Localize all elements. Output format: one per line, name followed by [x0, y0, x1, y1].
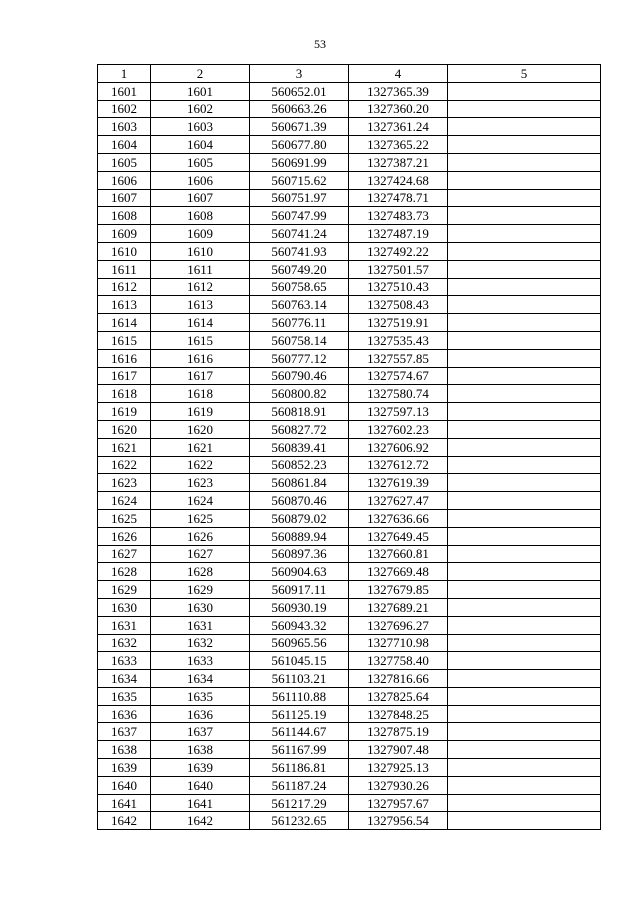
- y-coordinate-cell: 1327689.21: [349, 598, 448, 616]
- point-id-cell: 1633: [151, 652, 250, 670]
- point-number-cell: 1635: [98, 687, 151, 705]
- point-number-cell: 1616: [98, 349, 151, 367]
- point-number-cell: 1641: [98, 794, 151, 812]
- note-cell: [448, 242, 601, 260]
- y-coordinate-cell: 1327848.25: [349, 705, 448, 723]
- table-row: [98, 171, 601, 189]
- y-coordinate-cell: 1327649.45: [349, 527, 448, 545]
- x-coordinate-cell: 560943.32: [250, 616, 349, 634]
- table-row: [98, 634, 601, 652]
- y-coordinate-cell: 1327627.47: [349, 492, 448, 510]
- point-number-cell: 1638: [98, 741, 151, 759]
- note-cell: [448, 349, 601, 367]
- point-id-cell: 1609: [151, 225, 250, 243]
- note-cell: [448, 634, 601, 652]
- point-id-cell: 1640: [151, 776, 250, 794]
- column-header-3: 3: [250, 65, 349, 83]
- y-coordinate-cell: 1327519.91: [349, 314, 448, 332]
- point-number-cell: 1611: [98, 260, 151, 278]
- coordinates-table: [97, 64, 601, 830]
- point-number-cell: 1636: [98, 705, 151, 723]
- point-number-cell: 1621: [98, 438, 151, 456]
- x-coordinate-cell: 560691.99: [250, 153, 349, 171]
- point-number-cell: 1610: [98, 242, 151, 260]
- y-coordinate-cell: 1327483.73: [349, 207, 448, 225]
- y-coordinate-cell: 1327508.43: [349, 296, 448, 314]
- x-coordinate-cell: 560917.11: [250, 581, 349, 599]
- table-row: [98, 794, 601, 812]
- note-cell: [448, 456, 601, 474]
- table-body: [98, 82, 601, 829]
- y-coordinate-cell: 1327679.85: [349, 581, 448, 599]
- point-number-cell: 1612: [98, 278, 151, 296]
- column-header-5: 5: [448, 65, 601, 83]
- note-cell: [448, 225, 601, 243]
- note-cell: [448, 314, 601, 332]
- point-id-cell: 1639: [151, 759, 250, 777]
- point-number-cell: 1617: [98, 367, 151, 385]
- note-cell: [448, 581, 601, 599]
- note-cell: [448, 420, 601, 438]
- y-coordinate-cell: 1327574.67: [349, 367, 448, 385]
- y-coordinate-cell: 1327696.27: [349, 616, 448, 634]
- table-row: [98, 296, 601, 314]
- column-header-4: 4: [349, 65, 448, 83]
- point-id-cell: 1629: [151, 581, 250, 599]
- point-id-cell: 1614: [151, 314, 250, 332]
- table-row: [98, 278, 601, 296]
- point-id-cell: 1621: [151, 438, 250, 456]
- note-cell: [448, 118, 601, 136]
- table-row: [98, 153, 601, 171]
- note-cell: [448, 189, 601, 207]
- point-number-cell: 1614: [98, 314, 151, 332]
- x-coordinate-cell: 560930.19: [250, 598, 349, 616]
- table-row: [98, 420, 601, 438]
- point-id-cell: 1628: [151, 563, 250, 581]
- point-id-cell: 1602: [151, 100, 250, 118]
- y-coordinate-cell: 1327606.92: [349, 438, 448, 456]
- x-coordinate-cell: 560776.11: [250, 314, 349, 332]
- x-coordinate-cell: 561186.81: [250, 759, 349, 777]
- x-coordinate-cell: 560852.23: [250, 456, 349, 474]
- point-number-cell: 1627: [98, 545, 151, 563]
- y-coordinate-cell: 1327956.54: [349, 812, 448, 830]
- point-id-cell: 1612: [151, 278, 250, 296]
- point-number-cell: 1640: [98, 776, 151, 794]
- point-number-cell: 1609: [98, 225, 151, 243]
- point-number-cell: 1608: [98, 207, 151, 225]
- point-number-cell: 1625: [98, 509, 151, 527]
- note-cell: [448, 136, 601, 154]
- x-coordinate-cell: 560839.41: [250, 438, 349, 456]
- point-number-cell: 1622: [98, 456, 151, 474]
- point-id-cell: 1626: [151, 527, 250, 545]
- table-row: [98, 776, 601, 794]
- note-cell: [448, 153, 601, 171]
- table-row: [98, 741, 601, 759]
- table-row: [98, 385, 601, 403]
- point-id-cell: 1603: [151, 118, 250, 136]
- table-row: [98, 492, 601, 510]
- y-coordinate-cell: 1327619.39: [349, 474, 448, 492]
- note-cell: [448, 207, 601, 225]
- point-number-cell: 1637: [98, 723, 151, 741]
- point-number-cell: 1602: [98, 100, 151, 118]
- table-row: [98, 367, 601, 385]
- table-row: [98, 527, 601, 545]
- point-id-cell: 1611: [151, 260, 250, 278]
- table-row: [98, 189, 601, 207]
- point-number-cell: 1629: [98, 581, 151, 599]
- point-number-cell: 1639: [98, 759, 151, 777]
- y-coordinate-cell: 1327492.22: [349, 242, 448, 260]
- x-coordinate-cell: 560904.63: [250, 563, 349, 581]
- y-coordinate-cell: 1327602.23: [349, 420, 448, 438]
- point-id-cell: 1620: [151, 420, 250, 438]
- x-coordinate-cell: 561217.29: [250, 794, 349, 812]
- y-coordinate-cell: 1327875.19: [349, 723, 448, 741]
- note-cell: [448, 171, 601, 189]
- point-id-cell: 1636: [151, 705, 250, 723]
- table-row: [98, 509, 601, 527]
- point-number-cell: 1624: [98, 492, 151, 510]
- x-coordinate-cell: 560870.46: [250, 492, 349, 510]
- table-row: [98, 598, 601, 616]
- y-coordinate-cell: 1327387.21: [349, 153, 448, 171]
- column-header-2: 2: [151, 65, 250, 83]
- table-row: [98, 260, 601, 278]
- x-coordinate-cell: 560715.62: [250, 171, 349, 189]
- note-cell: [448, 82, 601, 100]
- table-row: [98, 670, 601, 688]
- x-coordinate-cell: 560897.36: [250, 545, 349, 563]
- y-coordinate-cell: 1327636.66: [349, 509, 448, 527]
- point-id-cell: 1613: [151, 296, 250, 314]
- point-id-cell: 1610: [151, 242, 250, 260]
- x-coordinate-cell: 560741.93: [250, 242, 349, 260]
- table-row: [98, 314, 601, 332]
- y-coordinate-cell: 1327365.22: [349, 136, 448, 154]
- x-coordinate-cell: 560763.14: [250, 296, 349, 314]
- point-id-cell: 1642: [151, 812, 250, 830]
- point-id-cell: 1605: [151, 153, 250, 171]
- x-coordinate-cell: 560790.46: [250, 367, 349, 385]
- x-coordinate-cell: 560758.65: [250, 278, 349, 296]
- y-coordinate-cell: 1327424.68: [349, 171, 448, 189]
- y-coordinate-cell: 1327580.74: [349, 385, 448, 403]
- y-coordinate-cell: 1327816.66: [349, 670, 448, 688]
- note-cell: [448, 278, 601, 296]
- table-row: [98, 563, 601, 581]
- table-row: [98, 705, 601, 723]
- note-cell: [448, 527, 601, 545]
- point-number-cell: 1633: [98, 652, 151, 670]
- note-cell: [448, 331, 601, 349]
- note-cell: [448, 563, 601, 581]
- point-number-cell: 1620: [98, 420, 151, 438]
- point-id-cell: 1616: [151, 349, 250, 367]
- point-id-cell: 1607: [151, 189, 250, 207]
- point-id-cell: 1619: [151, 403, 250, 421]
- x-coordinate-cell: 560777.12: [250, 349, 349, 367]
- y-coordinate-cell: 1327478.71: [349, 189, 448, 207]
- note-cell: [448, 687, 601, 705]
- point-number-cell: 1642: [98, 812, 151, 830]
- table-row: [98, 438, 601, 456]
- y-coordinate-cell: 1327710.98: [349, 634, 448, 652]
- point-id-cell: 1625: [151, 509, 250, 527]
- x-coordinate-cell: 561167.99: [250, 741, 349, 759]
- point-number-cell: 1604: [98, 136, 151, 154]
- point-number-cell: 1605: [98, 153, 151, 171]
- y-coordinate-cell: 1327487.19: [349, 225, 448, 243]
- point-number-cell: 1603: [98, 118, 151, 136]
- note-cell: [448, 652, 601, 670]
- point-number-cell: 1634: [98, 670, 151, 688]
- x-coordinate-cell: 560818.91: [250, 403, 349, 421]
- note-cell: [448, 509, 601, 527]
- x-coordinate-cell: 561232.65: [250, 812, 349, 830]
- note-cell: [448, 100, 601, 118]
- point-id-cell: 1615: [151, 331, 250, 349]
- point-id-cell: 1632: [151, 634, 250, 652]
- x-coordinate-cell: 561110.88: [250, 687, 349, 705]
- point-number-cell: 1613: [98, 296, 151, 314]
- point-id-cell: 1608: [151, 207, 250, 225]
- table-row: [98, 581, 601, 599]
- note-cell: [448, 741, 601, 759]
- table-row: [98, 100, 601, 118]
- note-cell: [448, 794, 601, 812]
- note-cell: [448, 616, 601, 634]
- point-id-cell: 1622: [151, 456, 250, 474]
- point-number-cell: 1601: [98, 82, 151, 100]
- x-coordinate-cell: 560800.82: [250, 385, 349, 403]
- point-number-cell: 1615: [98, 331, 151, 349]
- x-coordinate-cell: 560677.80: [250, 136, 349, 154]
- point-id-cell: 1637: [151, 723, 250, 741]
- note-cell: [448, 812, 601, 830]
- table-row: [98, 723, 601, 741]
- table-row: [98, 474, 601, 492]
- x-coordinate-cell: 560741.24: [250, 225, 349, 243]
- x-coordinate-cell: 561125.19: [250, 705, 349, 723]
- y-coordinate-cell: 1327825.64: [349, 687, 448, 705]
- note-cell: [448, 474, 601, 492]
- y-coordinate-cell: 1327669.48: [349, 563, 448, 581]
- point-id-cell: 1623: [151, 474, 250, 492]
- point-number-cell: 1630: [98, 598, 151, 616]
- table-row: [98, 456, 601, 474]
- table-row: [98, 118, 601, 136]
- table-row: [98, 225, 601, 243]
- point-id-cell: 1604: [151, 136, 250, 154]
- note-cell: [448, 670, 601, 688]
- y-coordinate-cell: 1327612.72: [349, 456, 448, 474]
- table-row: [98, 545, 601, 563]
- table-row: [98, 82, 601, 100]
- point-id-cell: 1631: [151, 616, 250, 634]
- note-cell: [448, 492, 601, 510]
- y-coordinate-cell: 1327365.39: [349, 82, 448, 100]
- point-id-cell: 1641: [151, 794, 250, 812]
- point-number-cell: 1631: [98, 616, 151, 634]
- note-cell: [448, 776, 601, 794]
- note-cell: [448, 705, 601, 723]
- column-header-1: 1: [98, 65, 151, 83]
- x-coordinate-cell: 560751.97: [250, 189, 349, 207]
- y-coordinate-cell: 1327758.40: [349, 652, 448, 670]
- table-row: [98, 207, 601, 225]
- point-number-cell: 1619: [98, 403, 151, 421]
- x-coordinate-cell: 560749.20: [250, 260, 349, 278]
- x-coordinate-cell: 561187.24: [250, 776, 349, 794]
- note-cell: [448, 385, 601, 403]
- point-id-cell: 1606: [151, 171, 250, 189]
- table-row: [98, 349, 601, 367]
- y-coordinate-cell: 1327360.20: [349, 100, 448, 118]
- point-id-cell: 1617: [151, 367, 250, 385]
- y-coordinate-cell: 1327535.43: [349, 331, 448, 349]
- x-coordinate-cell: 561144.67: [250, 723, 349, 741]
- y-coordinate-cell: 1327510.43: [349, 278, 448, 296]
- table-row: [98, 242, 601, 260]
- table-row: [98, 652, 601, 670]
- y-coordinate-cell: 1327557.85: [349, 349, 448, 367]
- point-id-cell: 1635: [151, 687, 250, 705]
- table-row: [98, 616, 601, 634]
- y-coordinate-cell: 1327925.13: [349, 759, 448, 777]
- y-coordinate-cell: 1327361.24: [349, 118, 448, 136]
- note-cell: [448, 438, 601, 456]
- x-coordinate-cell: 560827.72: [250, 420, 349, 438]
- x-coordinate-cell: 560758.14: [250, 331, 349, 349]
- y-coordinate-cell: 1327930.26: [349, 776, 448, 794]
- point-number-cell: 1623: [98, 474, 151, 492]
- point-number-cell: 1628: [98, 563, 151, 581]
- note-cell: [448, 403, 601, 421]
- note-cell: [448, 260, 601, 278]
- x-coordinate-cell: 561045.15: [250, 652, 349, 670]
- point-id-cell: 1634: [151, 670, 250, 688]
- x-coordinate-cell: 561103.21: [250, 670, 349, 688]
- point-number-cell: 1607: [98, 189, 151, 207]
- y-coordinate-cell: 1327907.48: [349, 741, 448, 759]
- point-id-cell: 1630: [151, 598, 250, 616]
- x-coordinate-cell: 560879.02: [250, 509, 349, 527]
- x-coordinate-cell: 560671.39: [250, 118, 349, 136]
- point-number-cell: 1618: [98, 385, 151, 403]
- table-row: [98, 331, 601, 349]
- x-coordinate-cell: 560861.84: [250, 474, 349, 492]
- point-id-cell: 1618: [151, 385, 250, 403]
- note-cell: [448, 598, 601, 616]
- y-coordinate-cell: 1327660.81: [349, 545, 448, 563]
- table-row: [98, 403, 601, 421]
- table-row: [98, 812, 601, 830]
- table-header-row: [98, 65, 601, 83]
- table-row: [98, 136, 601, 154]
- table-row: [98, 759, 601, 777]
- table-row: [98, 687, 601, 705]
- note-cell: [448, 367, 601, 385]
- note-cell: [448, 759, 601, 777]
- point-number-cell: 1632: [98, 634, 151, 652]
- point-id-cell: 1627: [151, 545, 250, 563]
- point-id-cell: 1638: [151, 741, 250, 759]
- y-coordinate-cell: 1327597.13: [349, 403, 448, 421]
- x-coordinate-cell: 560663.26: [250, 100, 349, 118]
- point-id-cell: 1624: [151, 492, 250, 510]
- x-coordinate-cell: 560747.99: [250, 207, 349, 225]
- y-coordinate-cell: 1327957.67: [349, 794, 448, 812]
- point-id-cell: 1601: [151, 82, 250, 100]
- y-coordinate-cell: 1327501.57: [349, 260, 448, 278]
- page-number: 53: [314, 37, 326, 51]
- point-number-cell: 1606: [98, 171, 151, 189]
- note-cell: [448, 296, 601, 314]
- note-cell: [448, 723, 601, 741]
- x-coordinate-cell: 560965.56: [250, 634, 349, 652]
- x-coordinate-cell: 560889.94: [250, 527, 349, 545]
- note-cell: [448, 545, 601, 563]
- x-coordinate-cell: 560652.01: [250, 82, 349, 100]
- point-number-cell: 1626: [98, 527, 151, 545]
